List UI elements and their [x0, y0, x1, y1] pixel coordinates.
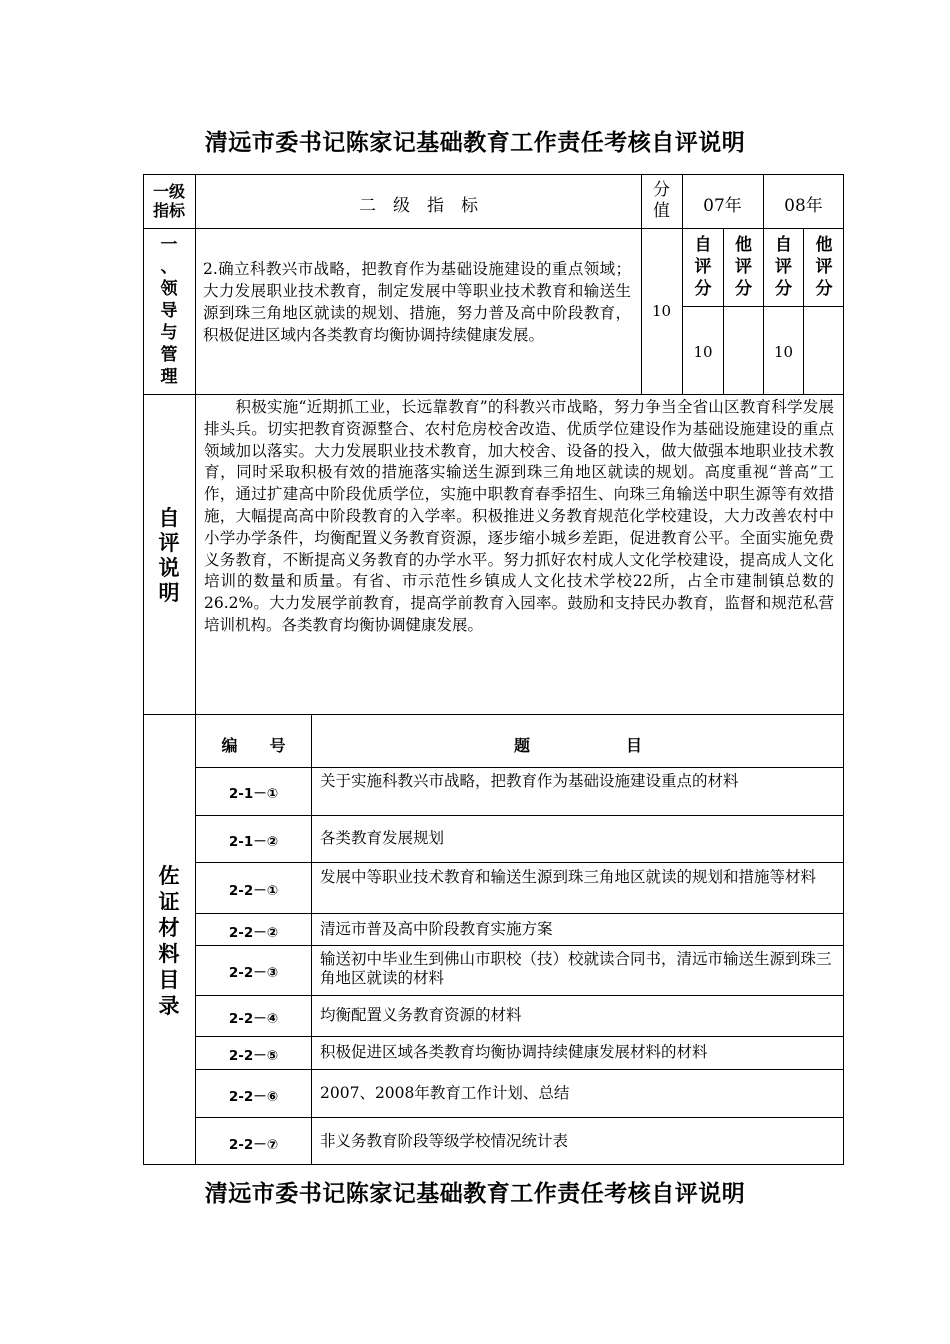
label-char: 佐	[158, 864, 180, 888]
label-char: 分	[735, 279, 752, 299]
header-score	[641, 180, 682, 222]
label-char: 评	[158, 531, 180, 555]
evidence-col-title: 题 目	[513, 736, 642, 755]
evidence-item-no: 2-2－①	[228, 883, 279, 899]
category-char: 一	[160, 235, 178, 255]
label-char: 说	[158, 556, 180, 580]
evidence-label	[143, 863, 195, 1019]
y08-self-score: 10	[773, 343, 794, 361]
header-2008: 08年	[784, 196, 823, 216]
label-char: 明	[158, 581, 180, 605]
category-leadership	[143, 234, 195, 388]
document-title: 清远市委书记陈家记基础教育工作责任考核自评说明	[204, 130, 746, 156]
label-char: 评	[694, 257, 712, 277]
category-char: 、	[160, 257, 178, 277]
label-char: 自	[158, 506, 180, 530]
label-char: 录	[158, 994, 180, 1018]
evidence-item-no: 2-2－③	[228, 965, 279, 981]
evidence-item-no: 2-1－①	[228, 786, 279, 802]
evidence-item-no: 2-2－⑥	[228, 1089, 279, 1105]
score-value: 10	[651, 302, 672, 320]
header-level2: 二 级 指 标	[359, 196, 478, 216]
label-char: 目	[158, 968, 180, 992]
header-level1-line1: 一级	[152, 182, 185, 201]
evidence-item-title: 清远市普及高中阶段教育实施方案	[320, 920, 553, 938]
label-char: 评	[815, 257, 833, 277]
evidence-item-title: 积极促进区域各类教育均衡协调持续健康发展材料的材料	[320, 1043, 708, 1061]
label-char: 分	[815, 279, 833, 299]
header-level1-line2: 指标	[152, 201, 185, 220]
header-score-line2: 值	[653, 201, 670, 221]
label-char: 自	[694, 235, 712, 255]
category-char: 领	[160, 279, 178, 299]
y07-self-score: 10	[693, 343, 713, 361]
category-char: 导	[160, 301, 178, 321]
label-char: 材	[158, 916, 180, 940]
evidence-item-no: 2-2－④	[228, 1011, 279, 1027]
category-char: 理	[160, 367, 178, 387]
y08-other-label	[804, 234, 844, 300]
self-eval-text: 积极实施“近期抓工业，长远靠教育”的科教兴市战略，努力争当全省山区教育科学发展排头兵。切实把教育资源整合、农村危房校舍改造、优质学位建设作为基础设施建设的重点领域加以落实。大力发展职业技术教育，加大校舍、设备的投入，做大做强本地职业技术教育，同时采取积极有效的措施落实输送生源到珠三角地区就读的规划。高度重视“普高”工作，通过扩建高中阶段优质学位，实施中职教育春季招生、向珠三角输送中职生源等有效措施，大幅提高高中阶段教育的入学率。积极推进义务教育规范化学校建设，大力改善农村中小学办学条件，均衡配置义务教育资源，逐步缩小城乡差距，促进教育公平。全面实施免费义务教育，不断提高义务教育的办学水平。努力抓好农村成人文化学校建设，提高成人文化培训的数量和质量。有省、市示范性乡镇成人文化技术学校22所，占全市建制镇总数的26.2%。大力发展学前教育，提高学前教育入园率。鼓励和支持民办教育，监督和规范私营培训机构。各类教育均衡协调健康发展。	[204, 398, 834, 634]
evidence-item-title: 均衡配置义务教育资源的材料	[320, 1006, 522, 1024]
evidence-item-title: 非义务教育阶段等级学校情况统计表	[320, 1132, 569, 1150]
label-char: 分	[694, 279, 712, 299]
label-char: 他	[815, 235, 833, 255]
label-char: 评	[735, 257, 752, 277]
evidence-item-title: 关于实施科教兴市战略，把教育作为基础设施建设重点的材料	[320, 772, 739, 790]
header-2007: 07年	[703, 196, 742, 216]
evidence-item-title: 2007、2008年教育工作计划、总结	[320, 1084, 570, 1102]
evidence-item-title: 输送初中毕业生到佛山市职校（技）校就读合同书，清远市输送生源到珠三角地区就读的材料	[320, 950, 832, 987]
category-char: 与	[160, 323, 178, 343]
label-char: 证	[158, 890, 180, 914]
label-char: 料	[158, 942, 180, 966]
y07-other-label	[724, 234, 763, 300]
label-char: 他	[735, 235, 752, 255]
evidence-item-no: 2-2－⑤	[228, 1048, 279, 1064]
evidence-item-no: 2-2－②	[228, 925, 279, 941]
self-eval-label	[143, 506, 195, 606]
footer-title: 清远市委书记陈家记基础教育工作责任考核自评说明	[204, 1181, 746, 1207]
header-score-line1: 分	[653, 180, 670, 200]
evidence-item-no: 2-2－⑦	[228, 1137, 279, 1153]
y07-self-label	[683, 234, 723, 300]
evidence-col-number: 编 号	[221, 736, 286, 755]
indicator-text: 2.确立科教兴市战略，把教育作为基础设施建设的重点领域；大力发展职业技术教育，制定发展中等职业技术教育和输送生源到珠三角地区就读的规划、措施，努力普及高中阶段教育，积极促进区域内各类教育均衡协调持续健康发展。	[203, 260, 631, 344]
evidence-item-title: 发展中等职业技术教育和输送生源到珠三角地区就读的规划和措施等材料	[320, 868, 817, 886]
evidence-item-title: 各类教育发展规划	[320, 829, 445, 847]
label-char: 自	[775, 235, 792, 255]
evidence-item-no: 2-1－②	[228, 834, 279, 850]
category-char: 管	[160, 345, 178, 365]
y08-self-label	[764, 234, 803, 300]
label-char: 分	[775, 279, 792, 299]
header-level1	[143, 182, 195, 220]
label-char: 评	[775, 257, 792, 277]
